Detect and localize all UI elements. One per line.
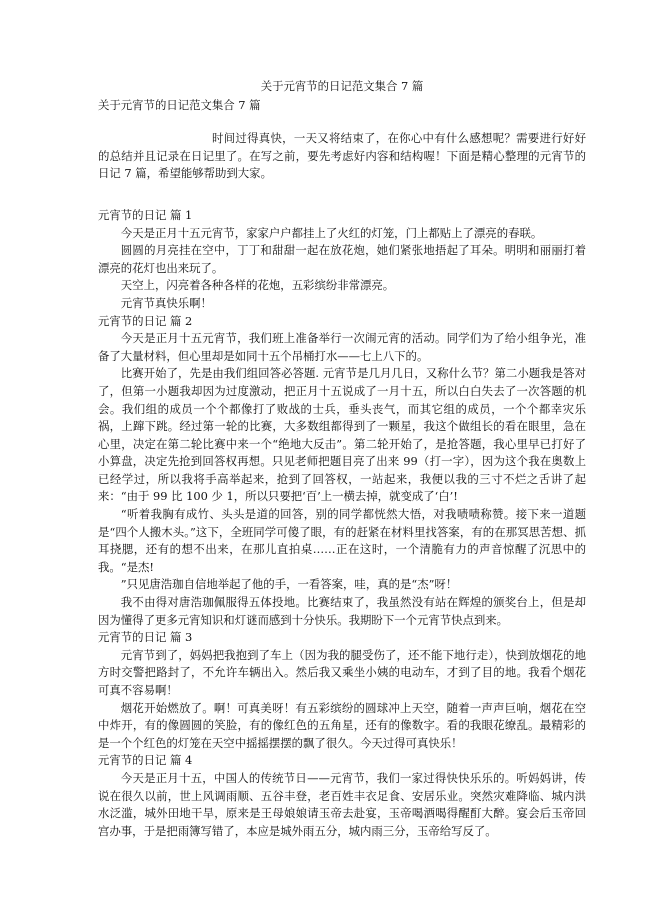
paragraph: 元宵节真快乐啊！ [120, 295, 212, 310]
section-heading: 元宵节的日记 篇 1 [98, 207, 193, 222]
section-2 [98, 313, 586, 630]
paragraph: 今天是正月十五元宵节，我们班上准备举行一次闹元宵的活动。同学们为了给小组争光，准备了大量材料，但心里却是如同十五个吊桶打水——七上八下的。 [98, 331, 586, 363]
paragraph: 今天是正月十五元宵节，家家户户都挂上了火红的灯笼，门上都贴上了漂亮的春联。 [120, 225, 543, 240]
center-title: 关于元宵节的日记范文集合 7 篇 [260, 79, 424, 93]
paragraph: 烟花开始燃放了。啊！可真美呀！有五彩缤纷的圆球冲上天空，随着一声声巨响，烟花在空中炸开，有的像圆圆的笑脸，有的像红色的五角星，还有的像数字。看的我眼花缭乱。最精彩的是一个个红色的灯笼在天空中摇摇摆摆的飘了很久。今天过得可真快乐！ [98, 700, 586, 750]
section-heading: 元宵节的日记 篇 2 [98, 313, 193, 328]
section-heading: 元宵节的日记 篇 4 [98, 753, 193, 768]
paragraph: 圆圆的月亮挂在空中，丁丁和甜甜一起在放花炮，她们紧张地捂起了耳朵。明明和丽丽打着漂亮的花灯也出来玩了。 [98, 243, 586, 275]
paragraph: 天空上，闪亮着各种各样的花炮，五彩缤纷非常漂亮。 [120, 278, 395, 293]
paragraph: 我不由得对唐浩珈佩服得五体投地。比赛结束了，我虽然没有站在辉煌的颁奖台上，但是却因为懂得了更多元宵知识和灯谜而感到十分快乐。我期盼下一个元宵节快点到来。 [98, 595, 586, 627]
section-3 [98, 629, 586, 752]
section-1 [98, 207, 586, 313]
paragraph: 今天是正月十五，中国人的传统节日——元宵节，我们一家过得快快乐乐的。听妈妈讲，传说在很久以前，世上风调雨顺、五谷丰登，老百姓丰衣足食、安居乐业。突然灾难降临、城内洪水泛滥，城外田地干旱，原来是王母娘娘请玉帝去赴宴，玉帝喝酒喝得醒酊大醉。宴会后玉帝回宫办事，于是把雨簿写错了，本应是城外雨五分，城内雨三分，玉帝给写反了。 [98, 770, 586, 838]
document-title: 关于元宵节的日记范文集合 7 篇 [98, 97, 261, 112]
paragraph: 比赛开始了，先是由我们组回答必答题. 元宵节是几月几日，又称什么节？第二小题我是答对了，但第一小题我却因为过度激动，把正月十五说成了一月十五，所以白白失去了一次答题的机会。我们组的成员一个个都像打了败战的士兵，垂头丧气，而其它组的成员，一个个都幸灾乐祸，上蹿下跳。经过第一轮的比赛，大多数组都得到了一颗星，我这个做组长的看在眼里，急在心里，决定在第二轮比赛中来一个“绝地大反击”。第二轮开始了，是抢答题，我心里早已打好了小算盘，决定先抢到回答权再想。只见老师把题目亮了出来 99（打一字），因为这个我在奥数上已经学过，所以我将手高举起来，抢到了回答权，一站起来，我便以我的三寸不烂之舌讲了起来：“由于 99 比 100 少 1，所以只要把‘百’上一横去掉，就变成了‘白’! [98, 366, 586, 504]
paragraph: ”只见唐浩珈自信地举起了他的手，一看答案，哇，真的是“杰”呀！ [120, 577, 458, 592]
section-heading: 元宵节的日记 篇 3 [98, 630, 193, 645]
paragraph: 元宵节到了，妈妈把我抱到了车上（因为我的腿受伤了，还不能下地行走），快到放烟花的地方时交警把路封了，不允许车辆出入。然后我又乘坐小姨的电动车，才到了目的地。我看个烟花可真不容易啊！ [98, 647, 586, 697]
paragraph: “听着我胸有成竹、头头是道的回答，别的同学都恍然大悟，对我啧啧称赞。接下来一道题是“四个人搬木头。”这下，全班同学可傻了眼，有的赶紧在材料里找答案，有的在那冥思苦想、抓耳挠腮，还有的想不出来，在那儿直拍桌……正在这时，一个清脆有力的声音惊醒了沉思中的我。“是杰! [98, 507, 586, 574]
section-4 [98, 752, 586, 840]
intro-paragraph: 时间过得真快，一天又将结束了，在你心中有什么感想呢？需要进行好好的总结并且记录在日记里了。在写之前，要先考虑好内容和结构喔！下面是精心整理的元宵节的日记 7 篇，希望能够帮助到大家。 [98, 131, 586, 181]
